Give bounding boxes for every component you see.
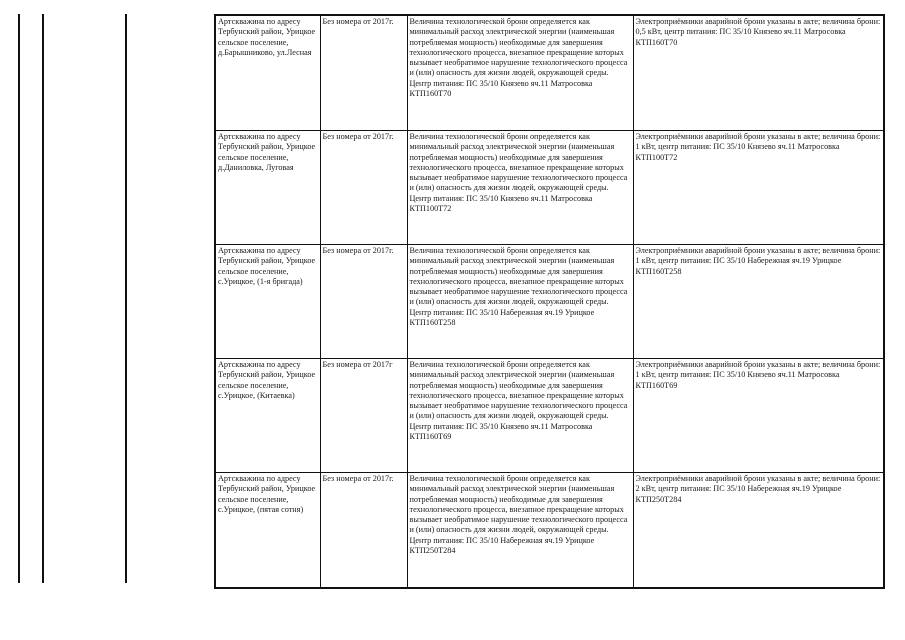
- object-address-cell: Артскважина по адресу Тербунский район, Урицкое сельское поселение, д.Даниловка, Луговая: [215, 131, 320, 245]
- act-cell: Без номера от 2017г: [320, 359, 407, 473]
- act-cell: Без номера от 2017г.: [320, 15, 407, 131]
- object-address-cell: Артскважина по адресу Тербунский район, Урицкое сельское поселение, с.Урицкое, (пятая сотня): [215, 473, 320, 589]
- object-address-cell: Артскважина по адресу Тербунский район, Урицкое сельское поселение, с.Урицкое, (1-я бригада): [215, 245, 320, 359]
- reserve-table: [214, 14, 885, 589]
- emergency-reserve-cell: Электроприёмники аварийной брони указаны в акте; величина брони: 1 кВт, центр питания: ПС 35/10 Набережная яч.19 Урицкое КТП160Т258: [633, 245, 884, 359]
- object-address-cell: Артскважина по адресу Тербунский район, Урицкое сельское поселение, с.Урицкое, (Китаевка): [215, 359, 320, 473]
- table-row: [215, 15, 884, 131]
- tech-reserve-cell: Величина технологической брони определяется как минимальный расход электрической энергии (наименьшая потребляемая мощность) необходимые для завершения технологического процесса, внезапное прекращение которых вызывает необратимое нарушение технологического процесса и (или) опасность для жизни людей, окружающей среды. Центр питания: ПС 35/10 Набережная яч.19 Урицкое КТП160Т258: [407, 245, 633, 359]
- emergency-reserve-cell: Электроприёмники аварийной брони указаны в акте; величина брони: 0,5 кВт, центр питания: ПС 35/10 Князево яч.11 Матросовка КТП160Т70: [633, 15, 884, 131]
- emergency-reserve-cell: Электроприёмники аварийной брони указаны в акте; величина брони: 1 кВт, центр питания: ПС 35/10 Князево яч.11 Матросовка КТП160Т69: [633, 359, 884, 473]
- act-cell: Без номера от 2017г.: [320, 473, 407, 589]
- table-row: [215, 245, 884, 359]
- act-cell: Без номера от 2017г.: [320, 131, 407, 245]
- table-row: [215, 473, 884, 589]
- act-cell: Без номера от 2017г.: [320, 245, 407, 359]
- emergency-reserve-cell: Электроприёмники аварийной брони указаны в акте; величина брони: 2 кВт, центр питания: ПС 35/10 Набережная яч.19 Урицкое КТП250Т284: [633, 473, 884, 589]
- tech-reserve-cell: Величина технологической брони определяется как минимальный расход электрической энергии (наименьшая потребляемая мощность) необходимые для завершения технологического процесса, внезапное прекращение которых вызывает необратимое нарушение технологического процесса и (или) опасность для жизни людей, окружающей среды. Центр питания: ПС 35/10 Князево яч.11 Матросовка КТП100Т72: [407, 131, 633, 245]
- tech-reserve-cell: Величина технологической брони определяется как минимальный расход электрической энергии (наименьшая потребляемая мощность) необходимые для завершения технологического процесса, внезапное прекращение которых вызывает необратимое нарушение технологического процесса и (или) опасность для жизни людей, окружающей среды. Центр питания: ПС 35/10 Набережная яч.19 Урицкое КТП250Т284: [407, 473, 633, 589]
- left-border-line: [18, 14, 20, 583]
- table-row: [215, 131, 884, 245]
- object-address-cell: Артскважина по адресу Тербунский район, Урицкое сельское поселение, д.Барышниково, ул.Лесная: [215, 15, 320, 131]
- tech-reserve-cell: Величина технологической брони определяется как минимальный расход электрической энергии (наименьшая потребляемая мощность) необходимые для завершения технологического процесса, внезапное прекращение которых вызывает необратимое нарушение технологического процесса и (или) опасность для жизни людей, окружающей среды. Центр питания: ПС 35/10 Князево яч.11 Матросовка КТП160Т70: [407, 15, 633, 131]
- tech-reserve-cell: Величина технологической брони определяется как минимальный расход электрической энергии (наименьшая потребляемая мощность) необходимые для завершения технологического процесса, внезапное прекращение которых вызывает необратимое нарушение технологического процесса и (или) опасность для жизни людей, окружающей среды. Центр питания: ПС 35/10 Князево яч.11 Матросовка КТП160Т69: [407, 359, 633, 473]
- emergency-reserve-cell: Электроприёмники аварийной брони указаны в акте; величина брони: 1 кВт, центр питания: ПС 35/10 Князево яч.11 Матросовка КТП100Т72: [633, 131, 884, 245]
- table-row: [215, 359, 884, 473]
- left-border-line: [125, 14, 127, 583]
- left-border-line: [42, 14, 44, 583]
